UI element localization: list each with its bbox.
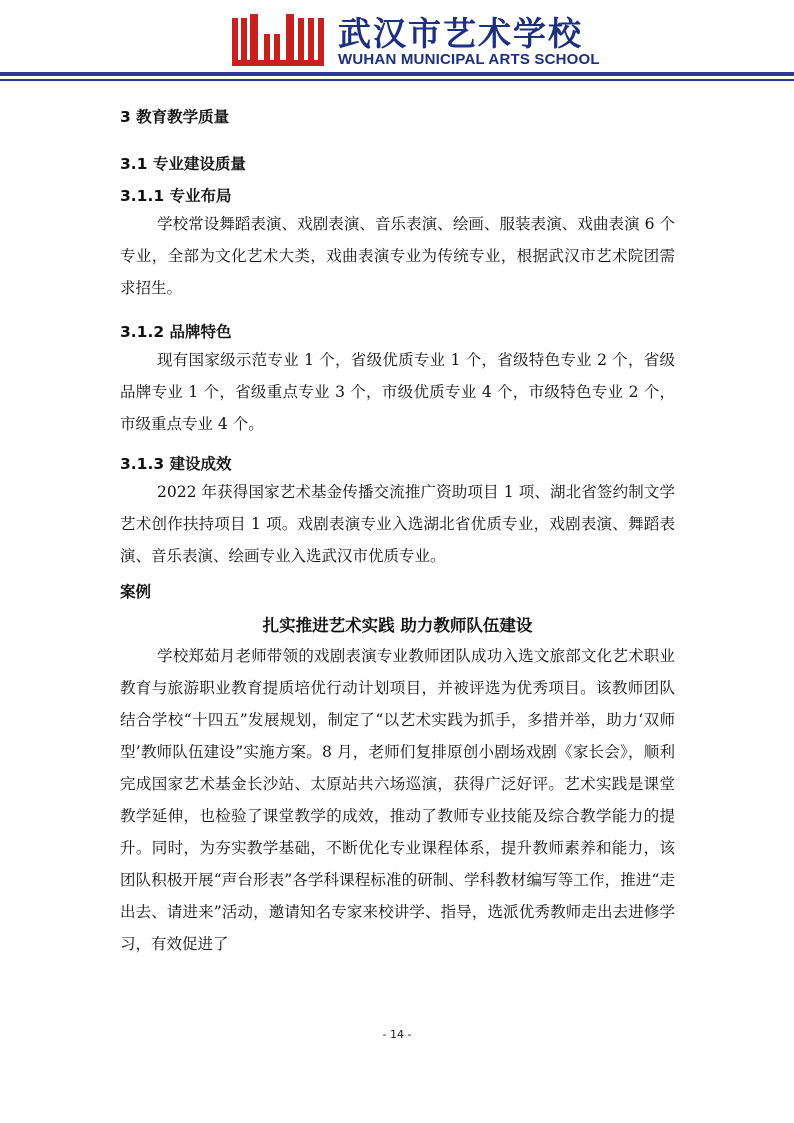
item-heading-2: 3.1.2 品牌特色 — [120, 323, 232, 341]
wuhan-arts-school-logo-icon — [230, 12, 326, 70]
subsection-title: 3.1 专业建设质量 — [120, 155, 246, 173]
item-heading-3: 3.1.3 建设成效 — [120, 455, 232, 473]
item-heading-1: 3.1.1 专业布局 — [120, 187, 232, 205]
school-name-cn: 武汉市艺术学校 — [338, 14, 583, 53]
school-name-en: WUHAN MUNICIPAL ARTS SCHOOL — [338, 51, 600, 68]
item-text-3: 2022 年获得国家艺术基金传播交流推广资助项目 1 项、湖北省签约制文学艺术创作扶持项目 1 项。戏剧表演专业入选湖北省优质专业，戏剧表演、舞蹈表演、音乐表演、绘画专业入选武汉市优质专业。 — [120, 483, 675, 565]
header-rule-thin — [0, 79, 794, 81]
case-label: 案例 — [120, 583, 152, 601]
page-number: - 14 - — [382, 1028, 412, 1041]
case-title: 扎实推进艺术实践 助力教师队伍建设 — [262, 616, 533, 635]
case-text: 学校郑茹月老师带领的戏剧表演专业教师团队成功入选文旅部文化艺术职业教育与旅游职业教育提质培优行动计划项目，并被评选为优秀项目。该教师团队结合学校“十四五”发展规划，制定了“以艺术实践为抓手，多措并举，助力‘双师型’教师队伍建设”实施方案。8 月，老师们复排原创小剧场戏剧《家长会》，顺利完成国家艺术基金长沙站、太原站共六场巡演，获得广泛好评。艺术实践是课堂教学延伸，也检验了课堂教学的成效，推动了教师专业技能及综合教学能力的提升。同时，为夯实教学基础，不断优化专业课程体系，提升教师素养和能力，该团队积极开展“声台形表”各学科课程标准的研制、学科教材编写等工作，推进“走出去、请进来”活动，邀请知名专家来校讲学、指导，选派优秀教师走出去进修学习，有效促进了 — [120, 647, 675, 953]
header-rule-thick — [0, 72, 794, 76]
item-text-2: 现有国家级示范专业 1 个，省级优质专业 1 个，省级特色专业 2 个，省级品牌专业 1 个，省级重点专业 3 个，市级优质专业 4 个，市级特色专业 2 个，市级重点专业 4 个。 — [120, 351, 675, 433]
item-text-1: 学校常设舞蹈表演、戏剧表演、音乐表演、绘画、服装表演、戏曲表演 6 个专业，全部为文化艺术大类，戏曲表演专业为传统专业，根据武汉市艺术院团需求招生。 — [120, 215, 675, 297]
section-title: 3 教育教学质量 — [120, 108, 230, 126]
page-header — [0, 0, 794, 95]
